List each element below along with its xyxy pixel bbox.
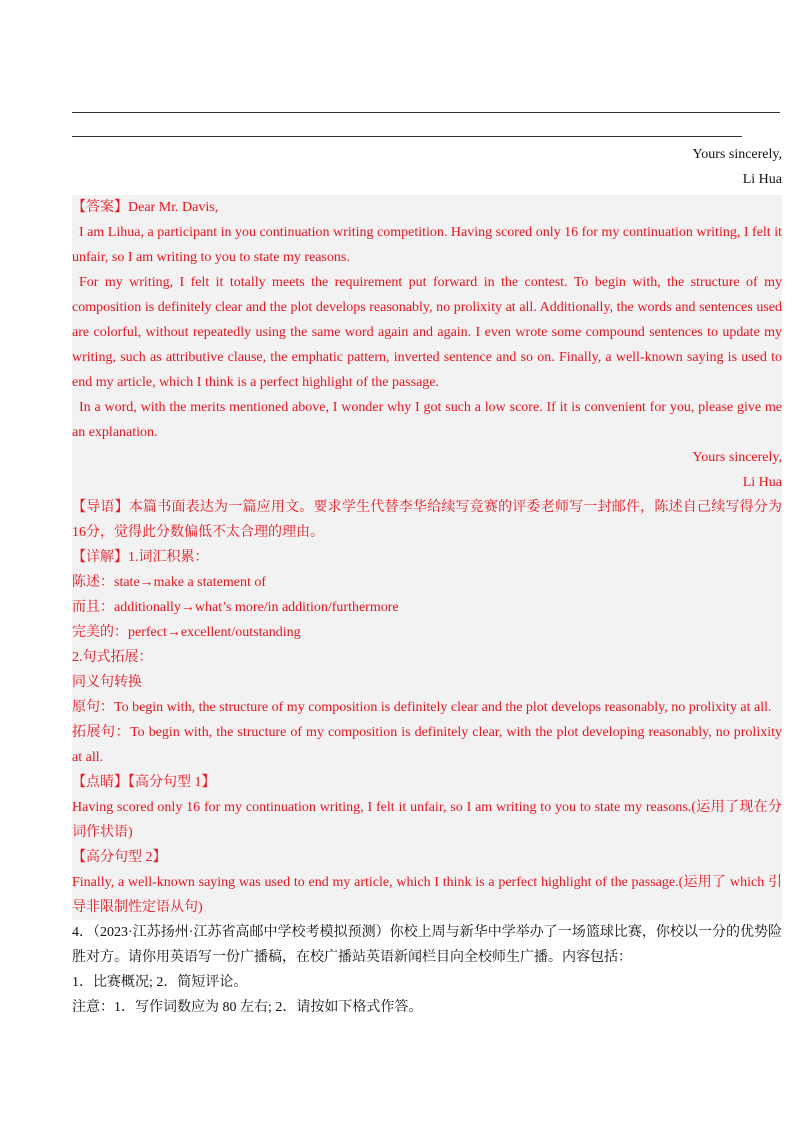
answer-label: 【答案】 [72, 200, 128, 215]
answer-signature: Li Hua [742, 475, 782, 490]
highlight-sentence-1: Having scored only 16 for my continuation writing, I felt it unfair, so I am writing to you to state my reasons.(运用了现在分词作状语) [72, 800, 782, 840]
detail-subheading: 同义句转换 [72, 675, 142, 690]
detail-heading-2: 2.句式拓展： [72, 650, 153, 665]
original-sentence: 原句：To begin with, the structure of my composition is definitely clear and the plot develops reasonably, no prolixity at all. [72, 700, 772, 715]
answer-line-1 [72, 112, 780, 113]
detail-heading-1: 1.词汇积累： [128, 550, 209, 565]
sign-off: Yours sincerely, [692, 147, 782, 162]
salutation: Dear Mr. Davis, [128, 200, 219, 215]
answer-paragraph: For my writing, I felt it totally meets the requirement put forward in the contest. To begin with, the structure of my composition is definitely clear and the plot develops reasonably, no prolixity at all. Additionally, the words and sentences used are colorful, without repeatedly using the same word again and again. I even wrote some compound sentences to update my writing, such as attributive clause, the emphatic pattern, inverted sentence and so on. Finally, a well-known saying is used to end my article, which I think is a perfect highlight of the passage. [72, 275, 782, 390]
answer-section [72, 195, 782, 920]
vocab-item: 完美的：perfect→excellent/outstanding [72, 625, 301, 640]
vocab-item: 陈述：state→make a statement of [72, 575, 266, 590]
question-text: 4．（2023·江苏扬州·江苏省高邮中学校考模拟预测）你校上周与新华中学举办了一场篮球比赛，你校以一分的优势险胜对方。请你用英语写一份广播稿，在校广播站英语新闻栏目向全校师生广播。内容包括： [72, 925, 782, 965]
question-items: 1．比赛概况; 2．简短评论。 [72, 975, 248, 990]
highlight-label: 【点睛】 [72, 775, 128, 790]
highlight-label-2: 【高分句型 2】 [72, 850, 167, 865]
answer-paragraph: I am Lihua, a participant in you continuation writing competition. Having scored only 16 for my continuation writing, I felt it unfair, so I am writing to you to state my reasons. [72, 225, 782, 265]
highlight-sentence-2: Finally, a well-known saying was used to end my article, which I think is a perfect highlight of the passage.(运用了 which 引导非限制性定语从句) [72, 875, 782, 915]
detail-label: 【详解】 [72, 550, 128, 565]
vocab-item: 而且：additionally→what’s more/in addition/furthermore [72, 600, 399, 615]
highlight-label-1: 【高分句型 1】 [128, 775, 216, 790]
guide-text: 本篇书面表达为一篇应用文。要求学生代替李华给续写竞赛的评委老师写一封邮件，陈述自己续写得分为16分，觉得此分数偏低不太合理的理由。 [72, 500, 783, 540]
guide-label: 【导语】 [72, 500, 129, 515]
answer-line-2 [72, 136, 742, 137]
document-body [72, 142, 782, 1020]
answer-sign-off: Yours sincerely, [692, 450, 782, 465]
expanded-sentence: 拓展句：To begin with, the structure of my composition is definitely clear, with the plot developing reasonably, no prolixity at all. [72, 725, 782, 765]
question-note: 注意：1．写作词数应为 80 左右; 2．请按如下格式作答。 [72, 1000, 423, 1015]
signature: Li Hua [742, 172, 782, 187]
answer-paragraph: In a word, with the merits mentioned above, I wonder why I got such a low score. If it is convenient for you, please give me an explanation. [72, 400, 782, 440]
